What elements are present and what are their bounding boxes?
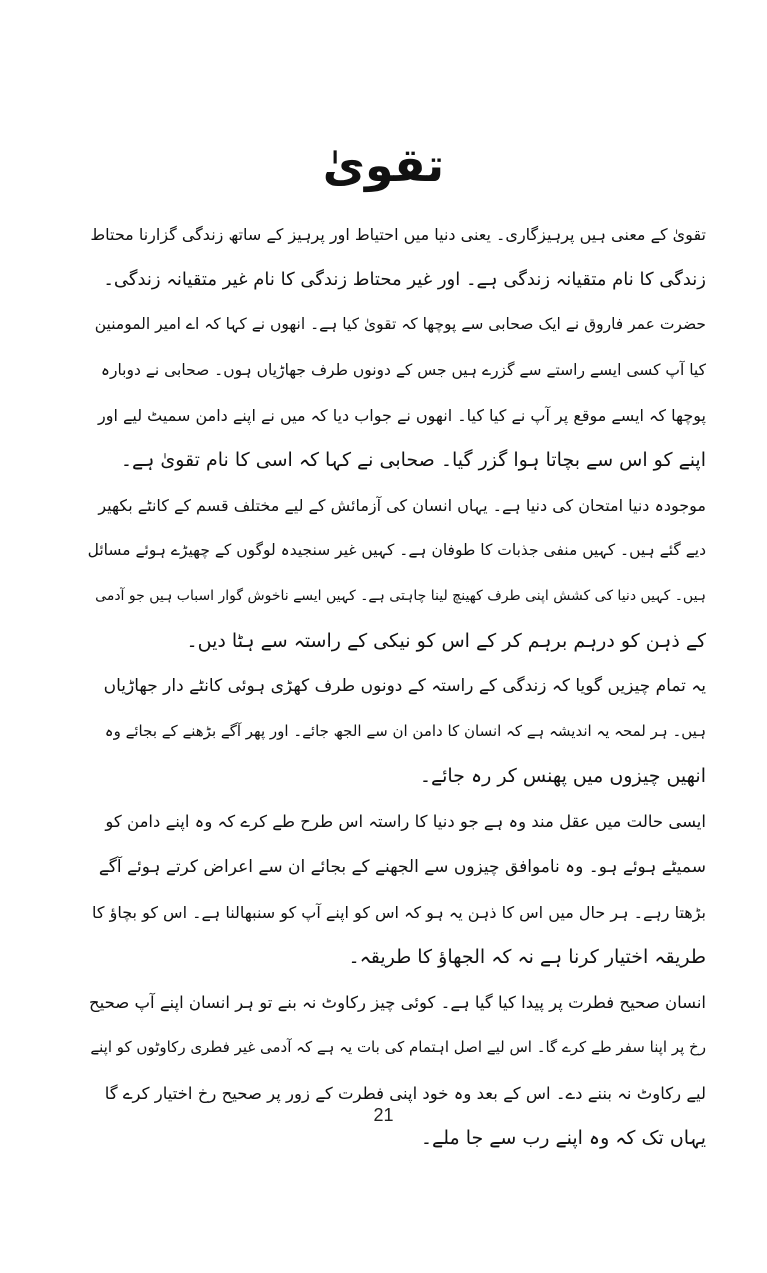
paragraph-3 [88, 483, 706, 664]
text-line: کے ذہن کو درہم برہم کر کے اس کو نیکی کے راستہ سے ہٹا دیں۔ [186, 629, 706, 652]
text-line: تقویٰ کے معنی ہیں پرہیزگاری۔ یعنی دنیا میں احتیاط اور پرہیز کے ساتھ زندگی گزارنا محتاط [90, 225, 706, 244]
text-line: انسان صحیح فطرت پر پیدا کیا گیا ہے۔ کوئی چیز رکاوٹ نہ بنے تو ہر انسان اپنے آپ صحیح [88, 993, 706, 1013]
text-line: ہیں۔ ہر لمحہ یہ اندیشہ ہے کہ انسان کا دامن ان سے الجھ جائے۔ اور پھر آگے بڑھنے کے بجائے وہ [104, 722, 706, 741]
text-line: موجودہ دنیا امتحان کی دنیا ہے۔ یہاں انسان کی آزمائش کے لیے مختلف قسم کے کانٹے بکھیر [98, 496, 706, 516]
page-number: 21 [373, 1105, 394, 1125]
page-body [88, 212, 706, 1161]
text-line: یہاں تک کہ وہ اپنے رب سے جا ملے۔ [420, 1126, 706, 1149]
text-line: زندگی کا نام متقیانہ زندگی ہے۔ اور غیر محتاط زندگی کا نام غیر متقیانہ زندگی۔ [103, 269, 706, 291]
text-line: کیا آپ کسی ایسے راستے سے گزرے ہیں جس کے دونوں طرف جھاڑیاں ہوں۔ صحابی نے دوبارہ [100, 360, 706, 379]
paragraph-2 [88, 302, 706, 483]
paragraph-1 [88, 212, 706, 302]
paragraph-6 [88, 980, 706, 1161]
text-line: لیے رکاوٹ نہ بننے دے۔ اس کے بعد وہ خود اپنی فطرت کے زور پر صحیح رخ اختیار کرے گا [104, 1083, 706, 1103]
text-line: طریقہ اختیار کرنا ہے نہ کہ الجھاؤ کا طریقہ۔ [348, 946, 706, 968]
text-line: پوچھا کہ ایسے موقع پر آپ نے کیا کیا۔ انھوں نے جواب دیا کہ میں نے اپنے دامن سمیٹ لیے اور [98, 405, 706, 425]
text-line: سمیٹے ہوئے ہو۔ وہ ناموافق چیزوں سے الجھنے کے بجائے ان سے اعراض کرتے ہوئے آگے [98, 856, 706, 877]
text-line: بڑھتا رہے۔ ہر حال میں اس کا ذہن یہ ہو کہ اس کو اپنے آپ کو سنبھالنا ہے۔ اس کو بچاؤ کا [92, 902, 706, 922]
text-line: انھیں چیزوں میں پھنس کر رہ جائے۔ [419, 765, 706, 788]
text-line: ہیں۔ کہیں دنیا کی کشش اپنی طرف کھینچ لینا چاہتی ہے۔ کہیں ایسے ناخوش گوار اسباب ہیں جو آدمی [95, 587, 706, 604]
paragraph-5 [88, 799, 706, 980]
text-line: اپنے کو اس سے بچاتا ہوا گزر گیا۔ صحابی نے کہا کہ اسی کا نام تقویٰ ہے۔ [120, 448, 706, 471]
page-title: تقویٰ [322, 138, 445, 192]
text-line: رخ پر اپنا سفر طے کرے گا۔ اس لیے اصل اہتمام کی بات یہ ہے کہ آدمی غیر فطری رکاوٹوں کو اپنے [90, 1038, 706, 1057]
text-line: حضرت عمر فاروق نے ایک صحابی سے پوچھا کہ تقویٰ کیا ہے۔ انھوں نے کہا کہ اے امیر المومنین [94, 315, 706, 334]
paragraph-4 [88, 664, 706, 800]
text-line: ایسی حالت میں عقل مند وہ ہے جو دنیا کا راستہ اس طرح طے کرے کہ وہ اپنے دامن کو [105, 812, 706, 832]
text-line: دیے گئے ہیں۔ کہیں منفی جذبات کا طوفان ہے۔ کہیں غیر سنجیدہ لوگوں کے چھیڑے ہوئے مسائل [88, 541, 706, 560]
text-line: یہ تمام چیزیں گویا کہ زندگی کے راستہ کے دونوں طرف کھڑی ہوئی کانٹے دار جھاڑیاں [103, 675, 706, 696]
